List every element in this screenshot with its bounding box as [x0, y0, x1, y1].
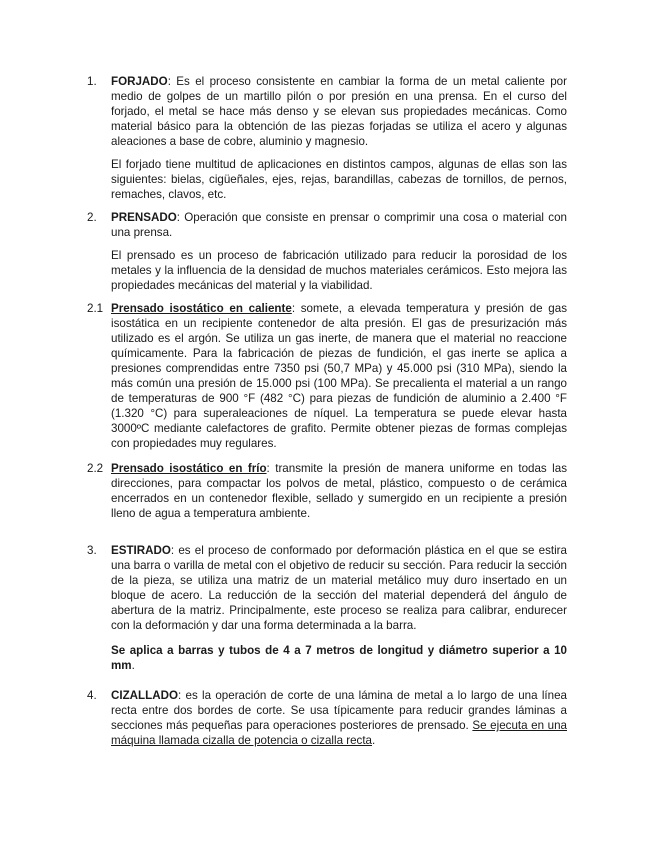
item-body: : transmite la presión de manera uniforme en todas las direcciones, para compactar los polvos de metal, plástico, compuesto o de cerámica encerrados en un contenedor flexible, sellado y sumergido en un recipiente a presión lleno de agua a temperatura ambiente.: [111, 462, 568, 520]
item-number: 1.: [87, 75, 97, 88]
item-forjado: [87, 74, 567, 149]
item-text: [111, 461, 567, 521]
item-body: : somete, a elevada temperatura y presión de gas isostática en un recipiente contenedor de alta presión. El gas de presurización más utilizado es el argón. Se utiliza un gas inerte, de manera que el material no reaccione químicamente. Para la fabricación de piezas de fundición, el gas inerte se aplica a presiones comprendidas entre 7350 psi (50,7 MPa) y 45.000 psi (310 MPa), siendo la más común una presión de 15.000 psi (100 MPa). Se precalienta el material a un rango de temperaturas de 900 °F (482 °C) para piezas de fundición de aluminio a 2.400 °F (1.320 °C) para superaleaciones de níquel. La temperatura se puede elevar hasta 3000ºC mediante calefactores de grafito. Permite obtener piezas de formas complejas con propiedades muy regulares.: [111, 302, 567, 450]
item-prensado-caliente: [87, 301, 567, 451]
item-title: CIZALLADO: [111, 689, 178, 702]
item-number: 4.: [87, 689, 97, 702]
note-bold: Se aplica a barras y tubos de 4 a 7 metros de longitud y diámetro superior a 10 mm: [111, 644, 567, 672]
para-estirado-note: [111, 643, 567, 673]
item-number: 3.: [87, 544, 97, 557]
item-number: 2.: [87, 211, 97, 224]
item-cizallado: [87, 688, 567, 748]
item-prensado-frio: [87, 461, 567, 521]
item-text: [111, 210, 567, 240]
para-forjado-uses: El forjado tiene multitud de aplicaciones en distintos campos, algunas de ellas son las siguientes: bielas, cigüeñales, ejes, rejas, barandillas, cabezas de tornillos, de pernos, remaches, clavos, etc.: [111, 158, 567, 201]
item-body: : Es el proceso consistente en cambiar la forma de un metal caliente por medio de golpes de un martillo pilón o por presión en una prensa. En el curso del forjado, el metal se hace más denso y se elevan sus propiedades mecánicas. Como material básico para la obtención de las piezas forjadas se utiliza el acero y algunas aleaciones a base de cobre, aluminio y magnesio.: [111, 75, 567, 148]
item-title: Prensado isostático en caliente: [111, 302, 292, 315]
item-title: Prensado isostático en frío: [111, 462, 267, 475]
item-underlined: Se ejecuta en una máquina llamada cizalla de potencia o cizalla recta: [111, 719, 567, 747]
para-prensado-desc: El prensado es un proceso de fabricación utilizado para reducir la porosidad de los metales y la influencia de la densidad de muchos materiales cerámicos. Esto mejora las propiedades mecánicas del material y la viabilidad.: [111, 249, 567, 292]
item-text: [111, 301, 567, 451]
item-prensado: [87, 210, 567, 240]
note-tail: .: [131, 659, 135, 672]
item-tail: .: [372, 734, 376, 747]
item-text: [111, 74, 567, 149]
item-title: ESTIRADO: [111, 544, 171, 557]
item-text: [111, 543, 567, 633]
item-title: FORJADO: [111, 75, 168, 88]
item-body: : es la operación de corte de una lámina de metal a lo largo de una línea recta entre dos bordes de corte. Se usa típicamente para reducir grandes láminas a secciones más pequeñas para operaciones posteriores de prensado.: [111, 689, 567, 732]
item-title: PRENSADO: [111, 211, 177, 224]
item-number: 2.1: [87, 302, 104, 315]
item-text: [111, 688, 567, 748]
item-number: 2.2: [87, 462, 104, 475]
item-estirado: [87, 543, 567, 633]
item-body: : es el proceso de conformado por deformación plástica en el que se estira una barra o varilla de metal con el objetivo de reducir su sección. Para reducir la sección de la pieza, se utiliza una matriz de un material metálico muy duro insertado en un bloque de acero. La reducción de la sección del material dependerá del ángulo de abertura de la matriz. Principalmente, este proceso se realiza para calibrar, endurecer con la deformación y dar una forma determinada a la barra.: [111, 544, 567, 632]
item-body: : Operación que consiste en prensar o comprimir una cosa o material con una prensa.: [111, 211, 567, 239]
